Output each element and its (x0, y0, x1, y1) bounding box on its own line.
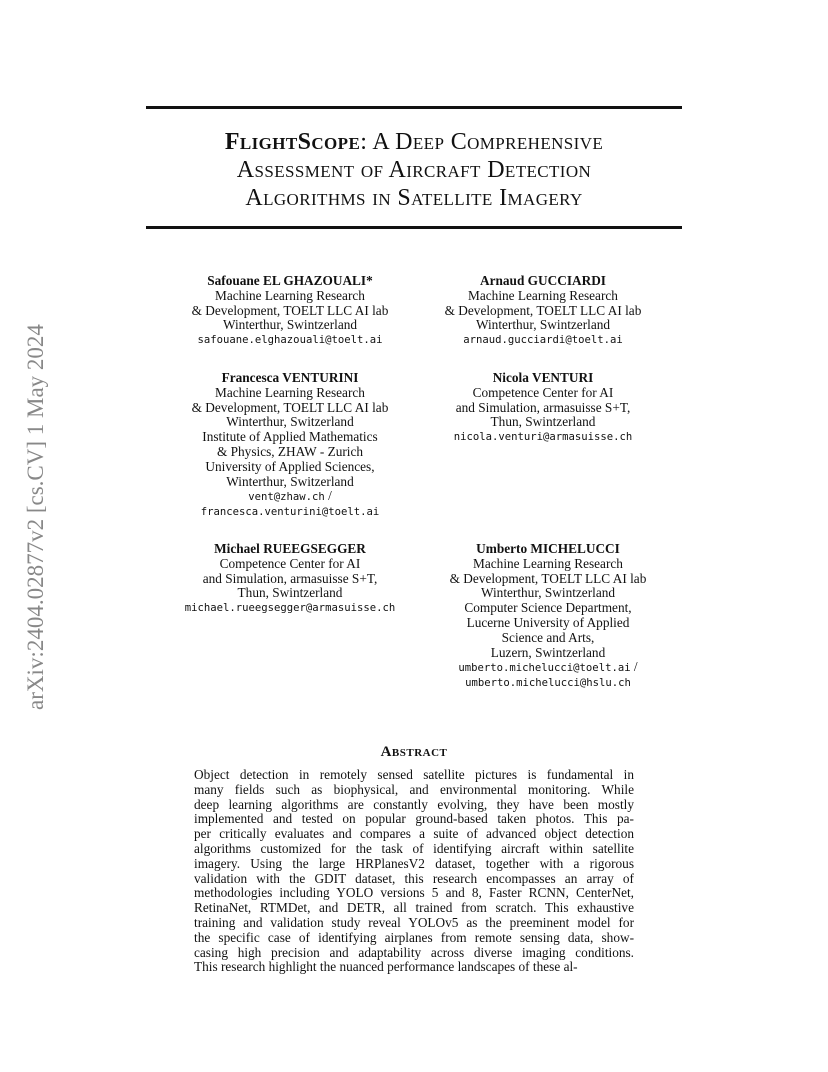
author-affiliation-line: & Development, TOELT LLC AI lab (449, 570, 647, 586)
author-affiliation-line: & Development, TOELT LLC AI lab (191, 302, 389, 318)
abstract-body (194, 768, 634, 975)
author-block (418, 542, 678, 691)
author-affiliation-line: Machine Learning Research (215, 384, 365, 400)
author-affiliation-line: Machine Learning Research (468, 287, 618, 303)
author-affiliation-line: Winterthur, Swintzerland (480, 585, 616, 601)
abstract-line: training and validation study reveal YOLOv5 as the preeminent model for (194, 914, 634, 930)
author-name: Umberto MICHELUCCI (476, 541, 620, 556)
arxiv-identifier-stamp: arXiv:2404.02877v2 [cs.CV] 1 May 2024 (23, 324, 48, 710)
abstract-heading: Abstract (380, 744, 448, 760)
author-email[interactable]: michael.rueegsegger@armasuisse.ch (184, 602, 396, 615)
author-affiliation-line: Winterthur, Switzerland (226, 473, 354, 489)
author-email[interactable]: arnaud.gucciardi@toelt.ai (463, 334, 623, 347)
email-separator: / (324, 488, 332, 504)
author-name: Safouane EL GHAZOUALI* (207, 273, 373, 288)
abstract-line: imagery. Using the large HRPlanesV2 dataset, together with a rigorous (194, 855, 634, 871)
author-block (160, 542, 420, 616)
author-affiliation-line: & Development, TOELT LLC AI lab (444, 302, 642, 318)
abstract-line: per critically evaluates and compares a suite of advanced object detection (194, 826, 634, 842)
author-affiliation-line: Winterthur, Switzerland (226, 414, 354, 430)
author-email-line (160, 489, 420, 505)
abstract-line: algorithms customized for the task of identifying aircraft within satellite (194, 840, 634, 856)
author-affiliation-line: Thun, Swintzerland (490, 414, 596, 430)
author-affiliation-line: Machine Learning Research (473, 555, 623, 571)
abstract-line: RetinaNet, RTMDet, and DETR, all trained from scratch. This exhaustive (194, 900, 634, 916)
abstract-line: implemented and tested on popular ground-based taken photos. This pa- (194, 811, 634, 827)
author-affiliation-line: & Physics, ZHAW - Zurich (216, 443, 364, 459)
author-name: Arnaud GUCCIARDI (480, 273, 606, 288)
author-block (413, 371, 673, 445)
author-affiliation-line: Machine Learning Research (215, 287, 365, 303)
abstract-line: This research highlight the nuanced performance landscapes of these al- (194, 959, 578, 975)
author-email-line (418, 660, 678, 676)
author-affiliation-line: University of Applied Sciences, (205, 458, 375, 474)
author-affiliation-line: Competence Center for AI (219, 555, 361, 571)
abstract-line: methodologies including YOLO versions 5 and 8, Faster RCNN, CenterNet, (194, 885, 634, 901)
author-block (160, 371, 420, 520)
abstract-line: validation with the GDIT dataset, this research encompasses an array of (194, 870, 634, 886)
author-affiliation-line: and Simulation, armasuisse S+T, (455, 399, 631, 415)
paper-title (146, 128, 682, 212)
author-block (413, 274, 673, 348)
author-affiliation-line: Winterthur, Swintzerland (222, 317, 358, 333)
author-email[interactable]: umberto.michelucci@hslu.ch (465, 677, 631, 690)
author-name: Francesca VENTURINI (221, 370, 359, 385)
author-affiliation-line: and Simulation, armasuisse S+T, (202, 570, 378, 586)
author-affiliation-line: Computer Science Department, (464, 600, 632, 616)
author-affiliation-line: Winterthur, Swintzerland (475, 317, 611, 333)
email-separator: / (630, 659, 638, 675)
author-email[interactable]: francesca.venturini@toelt.ai (200, 506, 380, 519)
author-affiliation-line: Competence Center for AI (472, 384, 614, 400)
author-name: Nicola VENTURI (492, 370, 594, 385)
abstract-line: deep learning algorithms are constantly evolving, they have been mostly (194, 796, 634, 812)
title-line-1 (146, 128, 682, 156)
author-affiliation-line: Thun, Swintzerland (237, 585, 343, 601)
author-affiliation-line: Science and Arts, (501, 629, 595, 645)
abstract-line: many fields such as biophysical, and environmental monitoring. While (194, 781, 634, 797)
title-system-name: FlightScope (224, 129, 361, 155)
author-name: Michael RUEEGSEGGER (214, 541, 366, 556)
abstract-line: Object detection in remotely sensed satellite pictures is fundamental in (194, 767, 634, 782)
author-email[interactable]: vent@zhaw.ch (248, 491, 325, 504)
author-block (160, 274, 420, 348)
title-line-1-rest: : A Deep Comprehensive (360, 129, 604, 155)
title-line-3: Algorithms in Satellite Imagery (245, 185, 583, 211)
author-affiliation-line: & Development, TOELT LLC AI lab (191, 399, 389, 415)
author-affiliation-line: Institute of Applied Mathematics (202, 429, 378, 445)
title-line-2: Assessment of Aircraft Detection (236, 157, 592, 183)
title-bottom-rule (146, 226, 682, 229)
abstract-line: casing high precision and adaptability across diverse imaging conditions. (194, 944, 634, 960)
author-email[interactable]: umberto.michelucci@toelt.ai (458, 662, 631, 675)
author-email[interactable]: safouane.elghazouali@toelt.ai (197, 334, 383, 347)
abstract-line: the specific case of identifying airplanes from remote sensing data, show- (194, 929, 634, 945)
author-affiliation-line: Lucerne University of Applied (466, 614, 630, 630)
author-email[interactable]: nicola.venturi@armasuisse.ch (453, 431, 633, 444)
author-affiliation-line: Luzern, Swintzerland (490, 644, 606, 660)
title-top-rule (146, 106, 682, 109)
